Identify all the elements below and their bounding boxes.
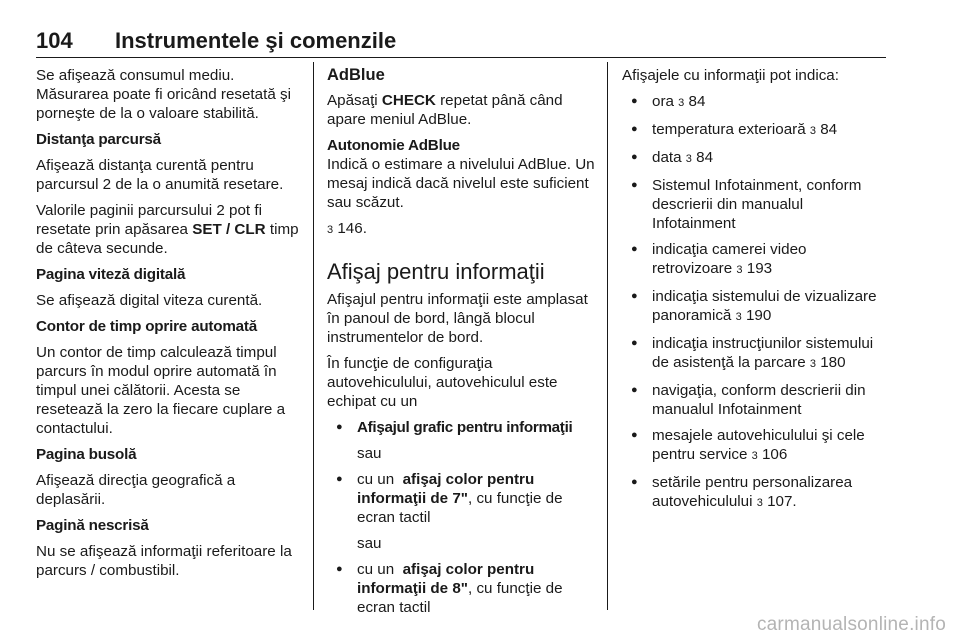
list-item-text: mesajele autovehiculului şi cele pentru service: [652, 427, 865, 463]
page-ref-icon: 3: [736, 264, 743, 276]
trip-distance-text: Afişează distanţa curentă pentru parcursul 2 de la o anumită resetare.: [36, 157, 284, 193]
or-text: sau: [357, 445, 382, 462]
with-text: cu un: [357, 561, 403, 578]
compass-heading: Pagina busolă: [36, 446, 137, 463]
list-item: [622, 120, 888, 141]
list-item-text: ora: [652, 93, 679, 110]
page-ref-icon: 3: [735, 311, 742, 323]
trip-distance-heading: Distanţa parcursă: [36, 131, 161, 148]
list-item: [327, 560, 595, 617]
list-item: [622, 334, 888, 374]
blank-page-heading: Pagină nescrisă: [36, 517, 149, 534]
ref-page: 106: [761, 446, 788, 463]
page-ref: [752, 446, 788, 463]
column-divider-1: [313, 62, 314, 610]
page-ref-icon: 3: [327, 224, 334, 236]
list-item: [622, 287, 888, 327]
page-header: [36, 28, 886, 54]
ref-page: 180: [820, 354, 846, 371]
trip-reset-text: [36, 201, 304, 258]
list-item-text: indicaţia instrucţiunilor sistemului de asistenţă la parcare: [652, 335, 874, 371]
list-item: [327, 470, 595, 527]
display-indicates-intro: Afişajele cu informaţii pot indica:: [622, 67, 839, 84]
page-ref-icon: 3: [751, 450, 758, 462]
ref-page: 84: [696, 149, 714, 166]
list-item: [327, 534, 595, 553]
column-middle: [327, 66, 595, 624]
touchscreen-text: , cu funcţie de ecran tactil: [357, 490, 563, 526]
list-item: [622, 240, 888, 280]
page-ref-icon: 3: [756, 497, 763, 509]
list-item: [327, 418, 595, 437]
column-left: [36, 66, 304, 587]
column-divider-2: [607, 62, 608, 610]
trip-reset-text-a: Valorile paginii parcursului 2 pot fi resetate prin apăsarea: [36, 202, 262, 238]
check-label: CHECK: [381, 92, 436, 109]
color-display-7-label: afişaj color pentru informaţii de 7": [357, 471, 535, 507]
adblue-autonomy-ref: [327, 219, 595, 240]
watermark: carmanualsonline.info: [756, 614, 946, 635]
list-item-text: indicaţia sistemului de vizualizare panoramică: [652, 288, 877, 324]
header-rule: [36, 57, 886, 58]
ref-page: 193: [746, 260, 773, 277]
digital-speed-heading: Pagina viteză digitală: [36, 266, 186, 283]
list-item: [622, 473, 888, 513]
consumption-text: Se afişează consumul mediu.: [36, 67, 235, 84]
compass-text: Afişează direcţia geografică a deplasării.: [36, 472, 236, 508]
page-ref: [757, 493, 797, 510]
ref-page: 84: [820, 121, 838, 138]
list-item-text: navigaţia, conform descrierii din manualul Infotainment: [652, 382, 866, 418]
info-display-text-2: În funcţie de configuraţia autovehiculului, autovehiculul este echipat cu un: [327, 355, 558, 410]
list-item-text: setările pentru personalizarea autovehiculului: [652, 474, 853, 510]
info-display-text-1: Afişajul pentru informaţii este amplasat în panoul de bord, lângă blocul instrumentelor de bord.: [327, 291, 588, 346]
page-ref: [678, 93, 705, 110]
stop-timer-text: Un contor de timp calculează timpul parcurs în modul oprire automată în timpul unei călătorii. Acesta se resetează la zero la fiecare cuplare a contactului.: [36, 344, 286, 437]
ref-page: 107.: [767, 493, 797, 510]
adblue-text-a: Apăsaţi: [327, 92, 382, 109]
column-right: [622, 66, 888, 520]
list-item: [622, 426, 888, 466]
list-item: [622, 148, 888, 169]
list-item-text: data: [652, 149, 686, 166]
page-ref: [810, 121, 837, 138]
adblue-text: [327, 91, 595, 129]
list-item-text: indicaţia camerei video retrovizoare: [652, 241, 807, 277]
list-item: [327, 444, 595, 463]
page-ref-icon: 3: [809, 125, 816, 137]
ref-page: 190: [745, 307, 772, 324]
list-item-text: Sistemul Infotainment, conform descrierii din manualul Infotainment: [652, 177, 862, 232]
trip-reset-text-c: timp de câteva secunde.: [36, 221, 299, 257]
ref-page: 84: [688, 93, 706, 110]
page-ref: [736, 307, 772, 324]
set-clr-label: SET / CLR: [192, 221, 266, 238]
graphic-display-label: Afişajul grafic pentru informaţii: [357, 419, 573, 436]
list-item: [622, 381, 888, 419]
or-text: sau: [357, 535, 382, 552]
page-ref: [686, 149, 713, 166]
info-display-heading: Afişaj pentru informaţii: [327, 259, 545, 284]
chapter-title: Instrumentele şi comenzile: [115, 28, 397, 53]
page-ref-icon: 3: [685, 153, 692, 165]
list-item: [622, 92, 888, 113]
digital-speed-text: Se afişează digital viteza curentă.: [36, 292, 263, 309]
list-item: [622, 176, 888, 233]
stop-timer-heading: Contor de timp oprire automată: [36, 318, 257, 335]
ref-page: 146.: [337, 220, 367, 237]
consumption-paragraph: [36, 66, 304, 123]
reset-text: Măsurarea poate fi oricând resetată şi porneşte de la o valoare stabilită.: [36, 86, 291, 122]
page-number: 104: [36, 28, 73, 53]
page-ref: [736, 260, 772, 277]
with-text: cu un: [357, 471, 403, 488]
display-type-list: [327, 418, 595, 617]
color-display-8-label: afişaj color pentru informaţii de 8": [357, 561, 535, 597]
page-ref: [810, 354, 846, 371]
adblue-autonomy-heading: Autonomie AdBlue: [327, 137, 460, 154]
page-ref-icon: 3: [678, 97, 685, 109]
blank-page-text: Nu se afişează informaţii referitoare la parcurs / combustibil.: [36, 543, 292, 579]
adblue-text-c: repetat până când apare meniul AdBlue.: [327, 92, 563, 128]
adblue-autonomy-text: Indică o estimare a nivelului AdBlue. Un mesaj indică dacă nivelul este suficient sau scăzut.: [327, 156, 595, 211]
display-indications-list: [622, 92, 888, 513]
list-item-text: temperatura exterioară: [652, 121, 810, 138]
page-ref-icon: 3: [809, 358, 816, 370]
touchscreen-text: , cu funcţie de ecran tactil: [357, 580, 563, 616]
adblue-heading: AdBlue: [327, 66, 385, 84]
